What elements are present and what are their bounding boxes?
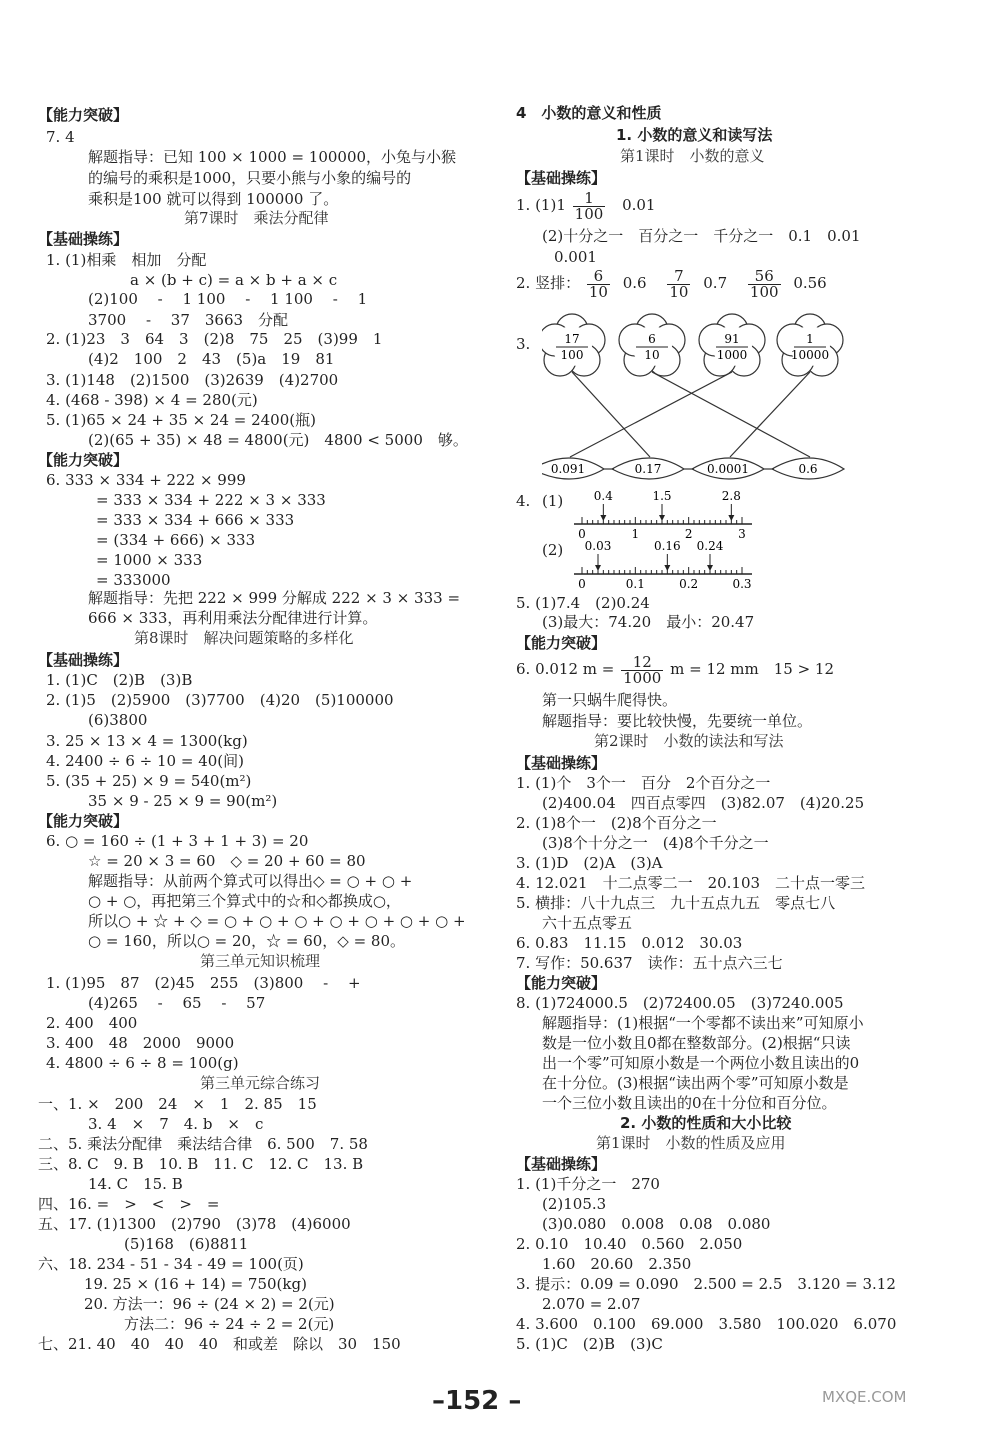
answer-line: (4)265 - 65 - 57 xyxy=(88,994,266,1012)
answer-line: 四、16. = > < > = xyxy=(38,1195,220,1213)
q3-leaf xyxy=(604,458,684,479)
answer-line: (2)100 - 1 100 - 1 100 - 1 xyxy=(88,290,368,308)
q3-match-line xyxy=(572,372,650,457)
answer-line: 4. (468 - 398) × 4 = 280(元) xyxy=(46,391,258,409)
q3-flower xyxy=(699,314,765,376)
q3-match-line xyxy=(570,372,732,457)
answer-line: = 333 × 334 + 666 × 333 xyxy=(96,511,295,529)
q6-fraction-den: 1000 xyxy=(623,668,662,687)
q6-prefix: 6. 0.012 m = xyxy=(516,660,615,678)
arrow-head-icon xyxy=(659,515,665,521)
answer-line: (4)2 100 2 43 (5)a 19 81 xyxy=(88,350,335,368)
answer-line: 第一只蜗牛爬得快。 xyxy=(542,691,678,709)
section-heading: 4 小数的意义和性质 xyxy=(516,104,662,122)
answer-line: (3)0.080 0.008 0.08 0.080 xyxy=(542,1215,771,1233)
section-heading: 【基础操练】 xyxy=(516,169,607,187)
section-heading: 【基础操练】 xyxy=(38,651,129,669)
answer-line: 七、21. 40 40 40 40 和或差 除以 30 150 xyxy=(38,1335,401,1353)
q6-tail: m = 12 mm 15 > 12 xyxy=(670,660,835,678)
answer-line: (6)3800 xyxy=(88,711,148,729)
q6-line xyxy=(516,652,834,686)
answer-line: 2. (1)8个一 (2)8个百分之一 xyxy=(516,814,717,832)
q2-value-1: 0.6 xyxy=(622,274,647,292)
q4-part1-label: (1) xyxy=(542,492,564,510)
lesson-title: 第1课时 小数的性质及应用 xyxy=(596,1134,786,1152)
arrow-head-icon xyxy=(707,565,713,571)
answer-line: 的编号的乘积是1000，只要小熊与小象的编号的 xyxy=(88,169,412,187)
answer-line: 14. C 15. B xyxy=(88,1175,183,1193)
answer-line: 5. 横排：八十九点三 九十五点九五 零点七八 xyxy=(516,894,836,912)
answer-line: ☆ = 20 × 3 = 60 ◇ = 20 + 60 = 80 xyxy=(88,852,366,870)
answer-line: 一个三位小数且读出的0在十分位和百分位。 xyxy=(542,1094,837,1112)
lesson-title: 第2课时 小数的读法和写法 xyxy=(594,732,784,750)
answer-line: 2.070 = 2.07 xyxy=(542,1295,641,1313)
q2-f1-den: 10 xyxy=(588,282,608,301)
q2-line xyxy=(516,266,827,300)
answer-line: 7. 4 xyxy=(46,128,75,146)
answer-line: 666 × 333，再利用乘法分配律进行计算。 xyxy=(88,609,378,627)
number-line-point-label: 0.03 xyxy=(584,539,612,553)
lesson-title: 第7课时 乘法分配律 xyxy=(184,209,329,227)
answer-line: (2)400.04 四百点零四 (3)82.07 (4)20.25 xyxy=(542,794,865,812)
section-heading: 【能力突破】 xyxy=(516,974,607,992)
number-line-point-label: 2.8 xyxy=(721,489,741,503)
number-line-tick-label: 2 xyxy=(684,527,693,540)
answer-line: 解题指导：先把 222 × 999 分解成 222 × 3 × 333 = xyxy=(88,589,461,607)
answer-line: 1.60 20.60 2.350 xyxy=(542,1255,692,1273)
q3-flower-den: 10 xyxy=(644,348,660,362)
answer-line: = 1000 × 333 xyxy=(96,551,203,569)
q3-flower xyxy=(542,314,605,376)
answer-line: 五、17. (1)1300 (2)790 (3)78 (4)6000 xyxy=(38,1215,351,1233)
number-line-tick-label: 0.2 xyxy=(679,577,699,590)
number-line-tick-label: 1 xyxy=(631,527,640,540)
answer-line: 1. (1)千分之一 270 xyxy=(516,1175,660,1193)
answer-line: 解题指导：已知 100 × 1000 = 100000，小兔与小猴 xyxy=(88,148,457,166)
lesson-title: 第三单元综合练习 xyxy=(200,1074,321,1092)
answer-line: (2)十分之一 百分之一 千分之一 0.1 0.01 xyxy=(542,227,861,245)
answer-line: 1. (1)相乘 相加 分配 xyxy=(46,251,207,269)
q3-leaf-value: 0.17 xyxy=(634,462,662,476)
answer-line: 1. (1)95 87 (2)45 255 (3)800 - + xyxy=(46,974,361,992)
answer-line: 35 × 9 - 25 × 9 = 90(m²) xyxy=(88,792,278,810)
answer-line: 2. (1)5 (2)5900 (3)7700 (4)20 (5)100000 xyxy=(46,691,394,709)
q4-number: 4. xyxy=(516,492,531,510)
arrow-head-icon xyxy=(728,515,734,521)
q3-flower xyxy=(619,314,685,376)
arrow-head-icon xyxy=(664,565,670,571)
arrow-head-icon xyxy=(600,515,606,521)
answer-line: 方法二：96 ÷ 24 ÷ 2 = 2(元) xyxy=(124,1315,335,1333)
answer-line: 解题指导：(1)根据“一个零都不读出来”可知原小 xyxy=(542,1014,864,1032)
answer-line: a × (b + c) = a × b + a × c xyxy=(130,271,338,289)
answer-line: 三、8. C 9. B 10. B 11. C 12. C 13. B xyxy=(38,1155,364,1173)
q3-match-line xyxy=(652,372,810,457)
q3-flower xyxy=(777,314,843,376)
number-line-tick-label: 0 xyxy=(578,527,586,540)
q4-number-line-2 xyxy=(574,538,764,590)
number-line-tick-label: 0 xyxy=(578,577,586,590)
answer-line: 5. (35 + 25) × 9 = 540(m²) xyxy=(46,772,252,790)
answer-line: 1. (1)C (2)B (3)B xyxy=(46,671,193,689)
answer-line: 6. 333 × 334 + 222 × 999 xyxy=(46,471,246,489)
number-line-point-label: 0.4 xyxy=(593,489,613,503)
q3-flower-num: 91 xyxy=(724,332,740,346)
answer-line: 数是一位小数且0都在整数部分。(2)根据“只读 xyxy=(542,1034,851,1052)
number-line-point-label: 0.16 xyxy=(653,539,681,553)
q1-fraction-num: 1 xyxy=(573,191,606,207)
answer-line: 1. (1)个 3个一 百分 2个百分之一 xyxy=(516,774,771,792)
q3-flower-num: 17 xyxy=(564,332,580,346)
answer-line: 2. (1)23 3 64 3 (2)8 75 25 (3)99 1 xyxy=(46,330,383,348)
right-column xyxy=(516,0,986,1380)
section-heading: 【基础操练】 xyxy=(38,230,129,248)
section-heading: 【能力突破】 xyxy=(38,451,129,469)
q6-fraction-num: 12 xyxy=(621,655,663,671)
answer-line: 6. ○ = 160 ÷ (1 + 3 + 1 + 3) = 20 xyxy=(46,832,309,850)
answer-line: 5. (1)7.4 (2)0.24 xyxy=(516,594,650,612)
q3-flower-num: 1 xyxy=(806,332,814,346)
q2-fraction-2 xyxy=(667,266,690,301)
answer-line: 4. 12.021 十二点零二一 20.103 二十点一零三 xyxy=(516,874,866,892)
arrow-head-icon xyxy=(595,565,601,571)
watermark-logo: MXQE.COM xyxy=(822,1388,907,1406)
answer-line: 一、1. × 200 24 × 1 2. 85 15 xyxy=(38,1095,317,1113)
answer-line: 二、5. 乘法分配律 乘法结合律 6. 500 7. 58 xyxy=(38,1135,368,1153)
answer-line: 5. (1)C (2)B (3)C xyxy=(516,1335,663,1353)
answer-line: ○ + ○，再把第三个算式中的☆和◇都换成○， xyxy=(88,892,401,910)
q2-prefix: 2. 竖排： xyxy=(516,274,581,292)
answer-line: 2. 0.10 10.40 0.560 2.050 xyxy=(516,1235,743,1253)
section-heading: 1. 小数的意义和读写法 xyxy=(616,126,773,144)
q4-number-line-1 xyxy=(574,488,764,540)
answer-line: 2. 400 400 xyxy=(46,1014,138,1032)
number-line-point-label: 1.5 xyxy=(652,489,672,503)
answer-line: 0.001 xyxy=(554,248,597,266)
q3-matching-diagram xyxy=(542,304,862,494)
lesson-title: 第8课时 解决问题策略的多样化 xyxy=(134,629,354,647)
q2-f1-num: 6 xyxy=(587,269,610,285)
answer-line: 六、18. 234 - 51 - 34 - 49 = 100(页) xyxy=(38,1255,304,1273)
q3-match-line xyxy=(730,372,810,457)
q3-number: 3. xyxy=(516,335,531,353)
lesson-title: 第三单元知识梳理 xyxy=(200,952,321,970)
answer-line: 7. 写作：50.637 读作：五十点六三七 xyxy=(516,954,783,972)
answer-line: 3. 提示：0.09 = 0.090 2.500 = 2.5 3.120 = 3.12 xyxy=(516,1275,896,1293)
q1-tail: 0.01 xyxy=(622,196,656,214)
q2-fraction-3 xyxy=(748,266,781,301)
q2-f2-den: 10 xyxy=(669,282,689,301)
q2-f3-num: 56 xyxy=(748,269,781,285)
number-line-tick-label: 3 xyxy=(738,527,746,540)
section-heading: 【能力突破】 xyxy=(516,634,607,652)
answer-line: (3)最大：74.20 最小：20.47 xyxy=(542,613,755,631)
number-line-tick-label: 0.3 xyxy=(732,577,752,590)
answer-line: 19. 25 × (16 + 14) = 750(kg) xyxy=(84,1275,307,1293)
q1-prefix: 1. (1)1 xyxy=(516,196,566,214)
section-heading: 【基础操练】 xyxy=(516,1155,607,1173)
page-number: –152 – xyxy=(432,1386,522,1416)
answer-line: 3. (1)D (2)A (3)A xyxy=(516,854,663,872)
answer-line: = 333 × 334 + 222 × 3 × 333 xyxy=(96,491,326,509)
answer-line: 3. (1)148 (2)1500 (3)2639 (4)2700 xyxy=(46,371,339,389)
answer-line: = 333000 xyxy=(96,571,171,589)
q6-fraction xyxy=(621,652,663,687)
q3-flower-den: 1000 xyxy=(716,348,748,362)
q3-flower-den: 100 xyxy=(560,348,584,362)
answer-line: 所以○ + ☆ + ◇ = ○ + ○ + ○ + ○ + ○ + ○ + ○ + xyxy=(88,912,466,930)
lesson-title: 第1课时 小数的意义 xyxy=(620,147,765,165)
answer-line: 乘积是100 就可以得到 100000 了。 xyxy=(88,190,339,208)
answer-line: 六十五点零五 xyxy=(542,914,633,932)
number-line-point-label: 0.24 xyxy=(696,539,724,553)
answer-line: ○ = 160，所以○ = 20，☆ = 60，◇ = 80。 xyxy=(88,932,406,950)
q3-flower-num: 6 xyxy=(648,332,656,346)
answer-line: 解题指导：从前两个算式可以得出◇ = ○ + ○ + xyxy=(88,872,413,890)
section-heading: 【能力突破】 xyxy=(38,812,129,830)
q3-leaf xyxy=(684,458,764,479)
answer-line: = (334 + 666) × 333 xyxy=(96,531,256,549)
answer-line: 8. (1)724000.5 (2)72400.05 (3)7240.005 xyxy=(516,994,844,1012)
answer-line: (2)(65 + 35) × 48 = 4800(元) 4800 < 5000 够。 xyxy=(88,431,468,449)
q3-leaf-value: 0.6 xyxy=(798,462,818,476)
answer-line: (5)168 (6)8811 xyxy=(124,1235,249,1253)
answer-line: 3. 400 48 2000 9000 xyxy=(46,1034,235,1052)
answer-line: 5. (1)65 × 24 + 35 × 24 = 2400(瓶) xyxy=(46,411,316,429)
section-heading: 2. 小数的性质和大小比较 xyxy=(620,1114,792,1132)
q2-f3-den: 100 xyxy=(749,282,779,301)
answer-line: 解题指导：要比较快慢，先要统一单位。 xyxy=(542,712,813,730)
q2-value-3: 0.56 xyxy=(793,274,827,292)
q2-f2-num: 7 xyxy=(667,269,690,285)
number-line-tick-label: 0.1 xyxy=(625,577,645,590)
answer-line: 4. 3.600 0.100 69.000 3.580 100.020 6.070 xyxy=(516,1315,897,1333)
answer-line: 3. 25 × 13 × 4 = 1300(kg) xyxy=(46,732,248,750)
answer-line: 6. 0.83 11.15 0.012 30.03 xyxy=(516,934,743,952)
answer-line: 出一个零”可知原小数是一个两位小数且读出的0 xyxy=(542,1054,860,1072)
q3-leaf xyxy=(542,458,604,479)
left-column xyxy=(38,0,478,1380)
answer-line: 4. 4800 ÷ 6 ÷ 8 = 100(g) xyxy=(46,1054,239,1072)
section-heading: 【基础操练】 xyxy=(516,754,607,772)
answer-line: 在十分位。(3)根据“读出两个零”可知原小数是 xyxy=(542,1074,849,1092)
answer-line: 3. 4 × 7 4. b × c xyxy=(88,1115,264,1133)
answer-line: 20. 方法一：96 ÷ (24 × 2) = 2(元) xyxy=(84,1295,335,1313)
q4-part2-label: (2) xyxy=(542,541,564,559)
q2-fraction-1 xyxy=(587,266,610,301)
answer-line: 4. 2400 ÷ 6 ÷ 10 = 40(间) xyxy=(46,752,244,770)
q3-leaf xyxy=(764,458,844,479)
q3-leaf-value: 0.0001 xyxy=(707,462,749,476)
q3-flower-den: 10000 xyxy=(790,348,830,362)
q2-value-2: 0.7 xyxy=(703,274,728,292)
answer-line: 3700 - 37 3663 分配 xyxy=(88,311,289,329)
answer-line: (3)8个十分之一 (4)8个千分之一 xyxy=(542,834,769,852)
answer-line: (2)105.3 xyxy=(542,1195,607,1213)
q1-fraction xyxy=(573,188,606,223)
q1-fraction-den: 100 xyxy=(574,204,604,223)
q1-part1 xyxy=(516,190,655,222)
q3-leaf-value: 0.091 xyxy=(550,462,586,476)
section-heading: 【能力突破】 xyxy=(38,106,129,124)
